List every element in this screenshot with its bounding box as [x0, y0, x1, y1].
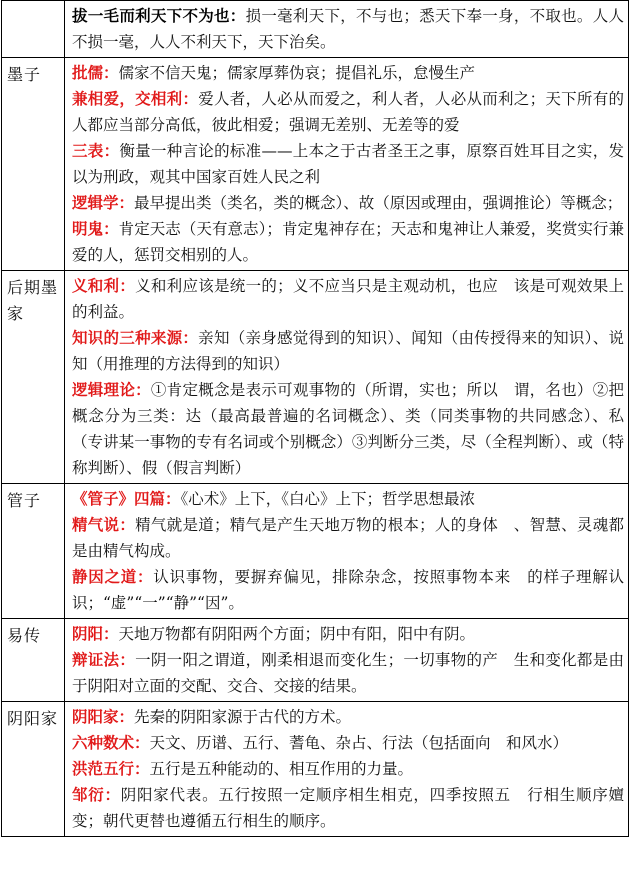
table-row	[2, 271, 629, 484]
entry	[72, 486, 624, 512]
entry	[72, 60, 624, 86]
entry-text: 阴阳家代表。五行按照一定顺序相生相克，四季按照五 行相生顺序嬗变；朝代更替也遵循五行相生的顺序。	[72, 786, 624, 830]
content-cell	[65, 58, 629, 271]
entry-text: 肯定天志（天有意志）；肯定鬼神存在；天志和鬼神让人兼爱，奖赏实行兼爱的人，惩罚交相别的人。	[72, 220, 624, 264]
entry-text: 《心术》上下，《白心》上下；哲学思想最浓	[180, 490, 476, 508]
table-row	[2, 58, 629, 271]
entry	[72, 190, 624, 216]
school-name-cell: 阴阳家	[2, 702, 65, 837]
content-cell	[65, 702, 629, 837]
entry-text: 精气就是道；精气是产生天地万物的根本；人的身体 、智慧、灵魂都是由精气构成。	[72, 516, 624, 560]
entry	[72, 86, 624, 138]
entry-text: 爱人者，人必从而爱之，利人者，人必从而利之；天下所有的人都应当部分高低，彼此相爱；强调无差别、无差等的爱	[72, 90, 624, 134]
entry-text: 衡量一种言论的标准——上本之于古者圣王之事，原察百姓耳目之实，发以为刑政，观其中国家百姓人民之利	[72, 142, 624, 186]
entry	[72, 621, 624, 647]
entry-term: 三表：	[72, 141, 120, 160]
entry	[72, 325, 624, 377]
entry-text: 天地万物都有阴阳两个方面；阴中有阳，阳中有阴。	[118, 625, 476, 643]
entry-term: 义和利：	[72, 276, 136, 295]
entry-term: 《管子》四篇：	[72, 489, 181, 508]
entry-text: 最早提出类（类名，类的概念）、故（原因或理由，强调推论）等概念；	[134, 194, 623, 212]
entry-term: 逻辑学：	[72, 193, 135, 212]
entry-text: 天文、历谱、五行、蓍龟、杂占、行法（包括面向 和风水）	[149, 734, 569, 752]
entry-term: 阴阳：	[72, 624, 119, 643]
entry-text: 损一毫利天下，不与也；悉天下奉一身，不取也。人人不损一毫，人人不利天下，天下治矣。	[72, 7, 624, 51]
philosophy-table	[1, 0, 629, 837]
entry-term: 静因之道：	[72, 567, 154, 586]
content-cell	[65, 271, 629, 484]
entry-text: 五行是五种能动的、相互作用的力量。	[149, 760, 414, 778]
entry	[72, 730, 624, 756]
entry	[72, 138, 624, 190]
school-name-cell: 墨子	[2, 58, 65, 271]
entry-term: 批儒：	[72, 63, 119, 82]
content-cell	[65, 619, 629, 702]
entry-term: 辩证法：	[72, 650, 136, 669]
entry	[72, 564, 624, 616]
entry-term: 邹衍：	[72, 785, 121, 804]
entry-term: 六种数术：	[72, 733, 150, 752]
table-row	[2, 484, 629, 619]
entry	[72, 216, 624, 268]
entry-text: 亲知（亲身感觉得到的知识）、闻知（由传授得来的知识）、说知（用推理的方法得到的知识）	[72, 329, 624, 373]
table-row	[2, 702, 629, 837]
entry	[72, 782, 624, 834]
entry-term: 知识的三种来源：	[72, 328, 199, 347]
entry	[72, 647, 624, 699]
entry-term: 阴阳家：	[72, 707, 135, 726]
table-row	[2, 1, 629, 58]
content-cell	[65, 484, 629, 619]
entry	[72, 273, 624, 325]
entry-term: 精气说：	[72, 515, 136, 534]
school-name-cell: 后期墨家	[2, 271, 65, 484]
entry	[72, 756, 624, 782]
entry	[72, 704, 624, 730]
entry	[72, 377, 624, 481]
entry-text: 认识事物，要摒弃偏见，排除杂念，按照事物本来 的样子理解认识；“虚”“一”“静”“因”。	[72, 568, 624, 612]
school-name-cell	[2, 1, 65, 58]
entry-term: 逻辑理论：	[72, 380, 151, 399]
entry-text: 先秦的阴阳家源于古代的方术。	[134, 708, 352, 726]
entry-text: 儒家不信天鬼；儒家厚葬伪哀；提倡礼乐，怠慢生产	[118, 64, 476, 82]
entry-text: 义和利应该是统一的；义不应当只是主观动机，也应 该是可观效果上的利益。	[72, 277, 624, 321]
entry-term: 兼相爱，交相利：	[72, 89, 199, 108]
school-name-cell: 易传	[2, 619, 65, 702]
entry-term: 洪范五行：	[72, 759, 150, 778]
entry	[72, 3, 624, 55]
entry-term: 拔一毛而利天下不为也：	[72, 6, 246, 25]
school-name-cell: 管子	[2, 484, 65, 619]
entry-text: 一阴一阳之谓道，刚柔相退而变化生；一切事物的产 生和变化都是由于阴阳对立面的交配、交合、交接的结果。	[72, 651, 624, 695]
entry-text: ①肯定概念是表示可观事物的（所谓，实也；所以 谓，名也）②把概念分为三类：达（最高最普遍的名词概念）、类（同类事物的共同感念）、私（专讲某一事物的专有名词或个别概念）③判断分三类，尽（全程判断）、或（特称判断）、假（假言判断）	[72, 381, 624, 477]
content-cell	[65, 1, 629, 58]
entry-term: 明鬼：	[72, 219, 119, 238]
table-row	[2, 619, 629, 702]
entry	[72, 512, 624, 564]
